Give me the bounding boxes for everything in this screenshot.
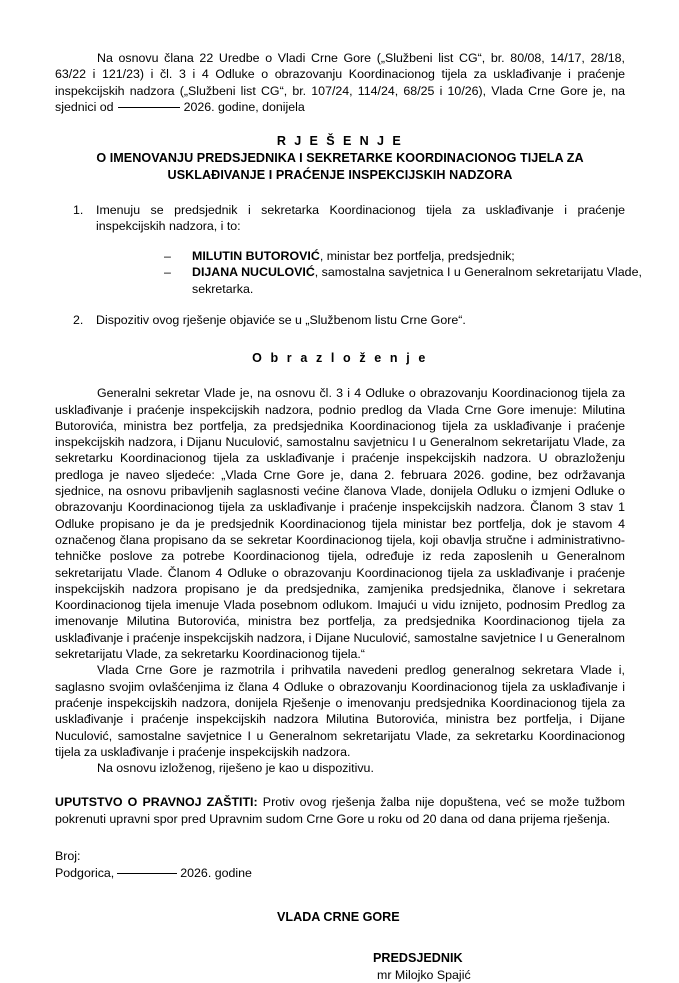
legal-notice: [55, 794, 625, 827]
footer-year: 2026. godine: [180, 865, 252, 880]
preamble-after-blank: 2026. godine, donijela: [183, 99, 305, 114]
list-spacer: [55, 297, 625, 312]
dash-bullet-icon: –: [164, 248, 171, 263]
explanation-paragraph: Vlada Crne Gore je razmotrila i prihvatila navedeni predlog generalnog sekretara Vlade i, saglasno svojim ovlašćenjima iz člana 4 Odluke o obrazovanju Koordinacionog tijela za usklađivanje i praćenje inspekcijskih nadzora, donijela Rješenje o imenovanju predsjednika Koordinacionog tijela za usklađivanje i praćenje inspekcijskih nadzora Milutina Butorovića, ministra bez portfelja, i Dijane Nuculović, samostalne savjetnice I u Generalnom sekretarijatu Vlade, za sekretarku Koordinacionog tijela za usklađivanje i praćenje inspekcijskih nadzora.: [55, 663, 625, 759]
list-item-marker: 2.: [73, 313, 84, 327]
footer-date-blank: [117, 873, 177, 874]
signature-role: PREDSJEDNIK: [373, 951, 463, 966]
appointee-role: , samostalna savjetnica I u Generalnom sekretarijatu Vlade, sekretarka.: [192, 265, 642, 296]
explanation-paragraph: Na osnovu izloženog, riješeno je kao u dispozitivu.: [97, 761, 374, 776]
explanation-heading: O b r a z l o ž e n j e: [252, 351, 428, 366]
list-item-marker: 1.: [73, 203, 84, 218]
document-body: [55, 50, 642, 983]
document-number-label: Broj:: [55, 849, 81, 864]
signature-block: [55, 950, 625, 983]
list-item-text: Imenuju se predsjednik i sekretarka Koordinacionog tijela za usklađivanje i praćenje inspekcijskih nadzora, i to:: [96, 203, 625, 234]
legal-notice-label: UPUTSTVO O PRAVNOJ ZAŠTITI:: [55, 795, 258, 810]
list-item-text: Dispozitiv ovog rješenje objaviće se u „Službenom listu Crne Gore“.: [96, 313, 466, 327]
signature-government: VLADA CRNE GORE: [277, 910, 400, 925]
dash-bullet-icon: –: [164, 265, 171, 280]
appointee-name: DIJANA NUCULOVIĆ: [192, 265, 315, 280]
place-date-line: [55, 865, 625, 882]
appointee-role: , ministar bez portfelja, predsjednik;: [319, 248, 515, 263]
signature-name: mr Milojko Spajić: [377, 967, 471, 982]
preamble-date-blank: [118, 107, 180, 108]
legal-notice-text: Protiv ovog rješenja žalba nije dopuštena, već se može tužbom pokrenuti upravni spor pred Upravnim sudom Crne Gore u roku od 20 dana od dana prijema rješenja.: [55, 795, 626, 826]
document-type-title: R J E Š E N J E: [276, 134, 404, 149]
dispositive-list: [55, 202, 642, 328]
place-label: Podgorica,: [55, 865, 115, 880]
preamble-text: Na osnovu člana 22 Uredbe o Vladi Crne Gore („Službeni list CG“, br. 80/08, 14/17, 28/18, 63/22 i 121/23) i čl. 3 i 4 Odluke o obrazovanju Koordinacionog tijela za usklađivanje i praćenje inspekcijskih nadzora („Službeni list CG“, br. 107/24, 114/24, 68/25 i 10/26), Vlada Crne Gore je, na sjednici od: [55, 51, 625, 114]
list-item: [164, 264, 667, 297]
list-item: [55, 312, 625, 328]
list-item: [55, 202, 642, 297]
appointees-block: [164, 248, 667, 297]
footer-block: [55, 848, 625, 881]
appointee-list: [164, 248, 667, 297]
explanation-paragraph: Generalni sekretar Vlade je, na osnovu čl. 3 i 4 Odluke o obrazovanju Koordinacionog tijela za usklađivanje i praćenje inspekcijskih nadzora, podnio predlog da Vlada Crne Gore imenuje: Milutina Butorovića, ministra bez portfelja, za predsjednika Koordinacionog tijela za usklađivanje i praćenje inspekcijskih nadzora, i Dijanu Nuculović, samostalnu savjetnicu I u Generalnom sekretarijatu Vlade, za sekretarku Koordinacionog tijela za usklađivanje i praćenje inspekcijskih nadzora. U obrazloženju predloga je naveo sljedeće: „Vlada Crne Gore je, dana 2. februara 2026. godine, bez održavanja sjednice, na osnovu pribavljenih saglasnosti većine članova Vlade, donijela Odluku o izmjeni Odluke o obrazovanju Koordinacionog tijela za usklađivanje i praćenje inspekcijskih nadzora. Članom 3 stav 1 Odluke propisano je da je predsjednik Koordinacionog tijela ministar bez portfelja, dok je stavom 4 označenog člana propisano da se sekretar Koordinacionog tijela, koji obavlja stručne i administrativno-tehničke poslove za potrebe Koordinacionog tijela, određuje iz reda zaposlenih u Generalnom sekretarijatu Vlade. Članom 4 Odluke o obrazovanju Koordinacionog tijela za usklađivanje i praćenje inspekcijskih nadzora propisano je da predsjednika, zamjenika predsjednika, članove i sekretara Koordinacionog tijela imenuje Vlada posebnom odlukom. Imajući u vidu iznijeto, podnosim Predlog za imenovanje Milutina Butorovića, ministra bez portfelja, za predsjednika Koordinacionog tijela za usklađivanje i praćenje inspekcijskih nadzora, i Dijane Nuculović, samostalne savjetnice I u Generalnom sekretarijatu Vlade, za sekretarku Koordinacionog tijela.“: [55, 386, 625, 662]
page-title: O IMENOVANJU PREDSJEDNIKA I SEKRETARKE KOORDINACIONOG TIJELA ZA USKLAĐIVANJE I PRAĆENJE INSPEKCIJSKIH NADZORA: [96, 151, 584, 183]
preamble-paragraph: [55, 50, 625, 115]
explanation-block: [55, 385, 625, 776]
appointee-name: MILUTIN BUTOROVIĆ: [192, 248, 320, 263]
list-item: [164, 248, 667, 264]
title-block: [55, 133, 625, 184]
